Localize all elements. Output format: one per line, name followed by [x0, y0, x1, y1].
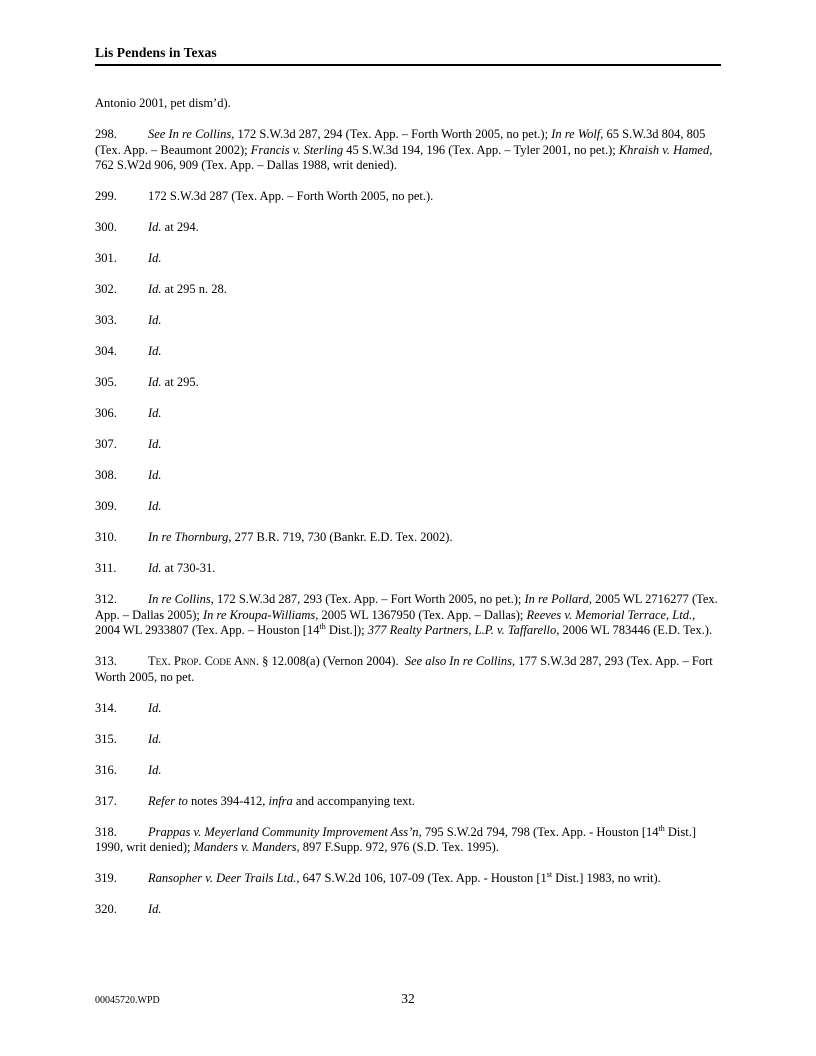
footnote-text-segment: Id.	[148, 251, 162, 265]
footnote-text-segment: 172 S.W.3d 287 (Tex. App. – Forth Worth 2005, no pet.).	[148, 189, 434, 203]
footnote-text-segment: Ransopher v. Deer Trails Ltd.	[148, 871, 297, 885]
footnote-number: 304.	[95, 344, 117, 358]
footnote-number: 312.	[95, 592, 117, 606]
footnote-text-segment: Id.	[148, 468, 162, 482]
footnote-314	[95, 701, 721, 717]
continuation-line: Antonio 2001, pet dism’d).	[95, 96, 231, 110]
footnote-317	[95, 794, 721, 810]
footnote-text-segment: In re Pollard	[524, 592, 589, 606]
footnote-text-segment: In re Collins	[148, 592, 211, 606]
footnote-number: 317.	[95, 793, 117, 808]
footnote-text-segment: notes 394-412,	[187, 793, 269, 808]
footnote-text-segment: 377 Realty Partners, L.P. v. Taffarello	[367, 623, 557, 637]
footnote-305	[95, 375, 721, 391]
footnote-text-segment: Dist.] 1983, no writ).	[552, 871, 661, 885]
footnote-text-segment: § 12.008(a) (Vernon 2004).	[259, 654, 405, 668]
footnote-number: 320.	[95, 902, 117, 916]
footnote-number: 302.	[95, 282, 117, 296]
footnote-number: 313.	[95, 654, 117, 668]
footnote-text-segment: , 65 S.W.3d 804, 805 (Tex. App. – Beaumont 2002);	[95, 127, 706, 157]
footnote-number: 315.	[95, 731, 117, 746]
footnote-number: 305.	[95, 375, 117, 389]
footnote-text-segment: , 2004 WL 2933807 (Tex. App. – Houston [14	[95, 607, 696, 637]
footnote-number: 310.	[95, 530, 117, 544]
footnote-text-segment: Id.	[148, 313, 162, 327]
footnote-text-segment: Id.	[148, 762, 162, 777]
footnote-text-segment: 45 S.W.3d 194, 196 (Tex. App. – Tyler 2001, no pet.);	[343, 142, 619, 157]
footnote-text-segment: , 647 S.W.2d 106, 107-09 (Tex. App. - Houston [1	[296, 871, 547, 885]
footnote-text-segment: Dist.]);	[325, 623, 368, 637]
footnote-text-segment: Id.	[148, 406, 162, 420]
footnote-text-segment: In re Kroupa-Williams	[202, 607, 316, 622]
footnote-number: 311.	[95, 561, 117, 575]
footnote-text-segment: infra	[268, 793, 293, 808]
running-header-title: Lis Pendens in Texas	[95, 45, 721, 66]
footnote-316	[95, 763, 721, 779]
footnote-number: 307.	[95, 437, 117, 451]
footnote-text-segment: See also In re Collins	[404, 654, 512, 668]
footnote-text-segment: , 2006 WL 783446 (E.D. Tex.).	[556, 623, 713, 637]
footnote-text-segment: , 762 S.W2d 906, 909 (Tex. App. – Dallas 1988, writ denied).	[95, 142, 713, 172]
footnote-text-segment: Khraish v. Hamed	[618, 142, 710, 157]
footnote-number: 314.	[95, 700, 117, 715]
document-id: 00045720.WPD	[95, 995, 160, 1006]
footnote-number: 303.	[95, 313, 117, 327]
footnote-number: 309.	[95, 499, 117, 513]
footnote-number: 301.	[95, 251, 117, 265]
footnote-300	[95, 220, 721, 236]
footnote-text-segment: Id.	[148, 220, 162, 234]
footnote-text-segment: Id.	[148, 902, 162, 916]
footnote-text-segment: Reeves v. Memorial Terrace, Ltd.	[526, 607, 693, 622]
footnote-number: 319.	[95, 871, 117, 885]
notes-list	[95, 127, 721, 918]
footnote-number: 308.	[95, 468, 117, 482]
footnote-text-segment: th	[658, 823, 665, 833]
page-footer	[95, 990, 721, 1008]
footnote-318	[95, 825, 721, 856]
page-content	[95, 45, 721, 933]
footnote-section	[95, 96, 721, 918]
footnote-number: 318.	[95, 824, 117, 839]
footnote-text-segment: In re Wolf	[551, 127, 601, 141]
footnote-320	[95, 902, 721, 918]
footnote-309	[95, 499, 721, 515]
footnote-text-segment: , 172 S.W.3d 287, 294 (Tex. App. – Forth Worth 2005, no pet.);	[231, 127, 552, 141]
footnote-text-segment: at 294.	[161, 220, 199, 234]
footnote-text-segment: Id.	[148, 700, 162, 715]
footnote-text-segment: , 172 S.W.3d 287, 293 (Tex. App. – Fort Worth 2005, no pet.);	[210, 592, 525, 606]
footnote-312	[95, 592, 721, 639]
footnote-text-segment: , 2005 WL 2716277 (Tex. App. – Dallas 2005);	[95, 592, 718, 622]
footnote-text-segment: Id.	[148, 731, 162, 746]
footnote-number: 298.	[95, 127, 117, 141]
footnote-text-segment: Tex. Prop. Code Ann.	[148, 654, 260, 668]
footnote-text-segment: Id.	[148, 499, 162, 513]
footnote-number: 299.	[95, 189, 117, 203]
footnote-number: 306.	[95, 406, 117, 420]
footnote-text-segment: See In re Collins	[148, 127, 232, 141]
footnote-text-segment: , 897 F.Supp. 972, 976 (S.D. Tex. 1995).	[296, 840, 499, 854]
footnote-319	[95, 871, 721, 887]
footnote-text-segment: Manders v. Manders	[193, 840, 297, 854]
footnote-text-segment: Id.	[148, 344, 162, 358]
footnote-text-segment: Id.	[148, 375, 162, 389]
footnote-301	[95, 251, 721, 267]
footnote-315	[95, 732, 721, 748]
footnote-text-segment: Id.	[148, 561, 162, 575]
footnote-307	[95, 437, 721, 453]
footnote-text-segment: , 795 S.W.2d 794, 798 (Tex. App. - Houston [14	[418, 824, 659, 839]
footnote-text-segment: Id.	[148, 282, 162, 296]
footnote-313	[95, 654, 721, 685]
footnote-306	[95, 406, 721, 422]
footnote-text-segment: Refer to	[148, 793, 188, 808]
footnote-text-segment: Prappas v. Meyerland Community Improvement Ass’n	[148, 824, 419, 839]
footnote-text-segment: , 2005 WL 1367950 (Tex. App. – Dallas);	[315, 607, 527, 622]
footnote-text-segment: and accompanying text.	[292, 793, 415, 808]
footnote-text-segment: Id.	[148, 437, 162, 451]
footnote-text-segment: Dist.] 1990, writ denied);	[95, 824, 697, 854]
footnote-302	[95, 282, 721, 298]
footnote-text-segment: Francis v. Sterling	[250, 142, 344, 157]
footnote-text-segment: at 295.	[161, 375, 199, 389]
footnote-text-segment: at 730-31.	[161, 561, 216, 575]
footnote-304	[95, 344, 721, 360]
footnote-308	[95, 468, 721, 484]
footnote-text-segment: In re Thornburg	[148, 530, 229, 544]
footnote-text-segment: at 295 n. 28.	[161, 282, 227, 296]
footnote-310	[95, 530, 721, 546]
footnote-298	[95, 127, 721, 174]
footnote-text-segment: , 177 S.W.3d 287, 293 (Tex. App. – Fort Worth 2005, no pet.	[95, 654, 713, 684]
footnote-number: 316.	[95, 762, 117, 777]
footnote-text-segment: st	[546, 869, 553, 879]
footnote-text-segment: , 277 B.R. 719, 730 (Bankr. E.D. Tex. 2002).	[228, 530, 453, 544]
footnote-number: 300.	[95, 220, 117, 234]
footnote-311	[95, 561, 721, 577]
footnote-text-segment: th	[319, 621, 326, 631]
footnote-299	[95, 189, 721, 205]
footnote-303	[95, 313, 721, 329]
page-number: 32	[401, 991, 415, 1006]
